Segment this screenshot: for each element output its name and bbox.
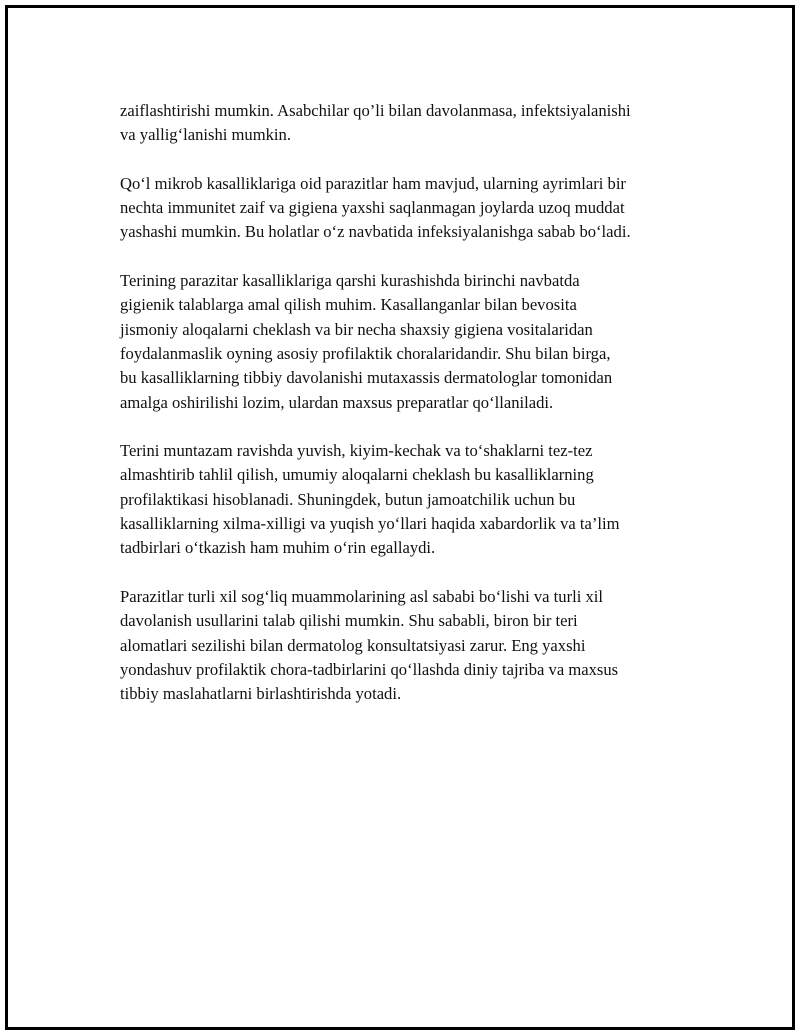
paragraph-4: Terini muntazam ravishda yuvish, kiyim-kechak va to‘shaklarni tez-tez almashtirib tahlil qilish, umumiy aloqalarni cheklash bu kasalliklarning profilaktikasi hisoblanadi. Shuningdek, butun jamoatchilik uchun bu kasalliklarning xilma-xilligi va yuqish yo‘llari haqida xabardorlik va ta’lim tadbirlari o‘tkazish ham muhim o‘rin egallaydi.	[120, 441, 620, 558]
paragraph-1: zaiflashtirishi mumkin. Asabchilar qo’li bilan davolanmasa, infektsiyalanishi va yallig‘lanishi mumkin.	[120, 101, 631, 145]
paragraph-2: Qo‘l mikrob kasalliklariga oid parazitlar ham mavjud, ularning ayrimlari bir nechta immunitet zaif va gigiena yaxshi saqlanmagan joylarda uzoq muddat yashashi mumkin. Bu holatlar o‘z navbatida infeksiyalanishga sabab bo‘ladi.	[120, 173, 631, 242]
paragraph-5: Parazitlar turli xil sog‘liq muammolarining asl sababi bo‘lishi va turli xil davolanish usullarini talab qilishi mumkin. Shu sababli, biron bir teri alomatlari sezilishi bilan dermatolog konsultatsiyasi zarur. Eng yaxshi yondashuv profilaktik chora-tadbirlarini qo‘llashda diniy tajriba va maxsus tibbiy maslahatlarni birlashtirishda yotadi.	[120, 586, 619, 704]
paragraph-3: Terining parazitar kasalliklariga qarshi kurashishda birinchi navbatda gigienik talablarga amal qilish muhim. Kasallanganlar bilan bevosita jismoniy aloqalarni cheklash va bir necha shaxsiy gigiena vositalaridan foydalanmaslik oyning asosiy profilaktik choralaridandir. Shu bilan birga, bu kasalliklarning tibbiy davolanishi mutaxassis dermatologlar tomonidan amalga oshirilishi lozim, ulardan maxsus preparatlar qo‘llaniladi.	[120, 271, 613, 412]
page-frame	[5, 5, 795, 1030]
page-content	[120, 99, 700, 731]
